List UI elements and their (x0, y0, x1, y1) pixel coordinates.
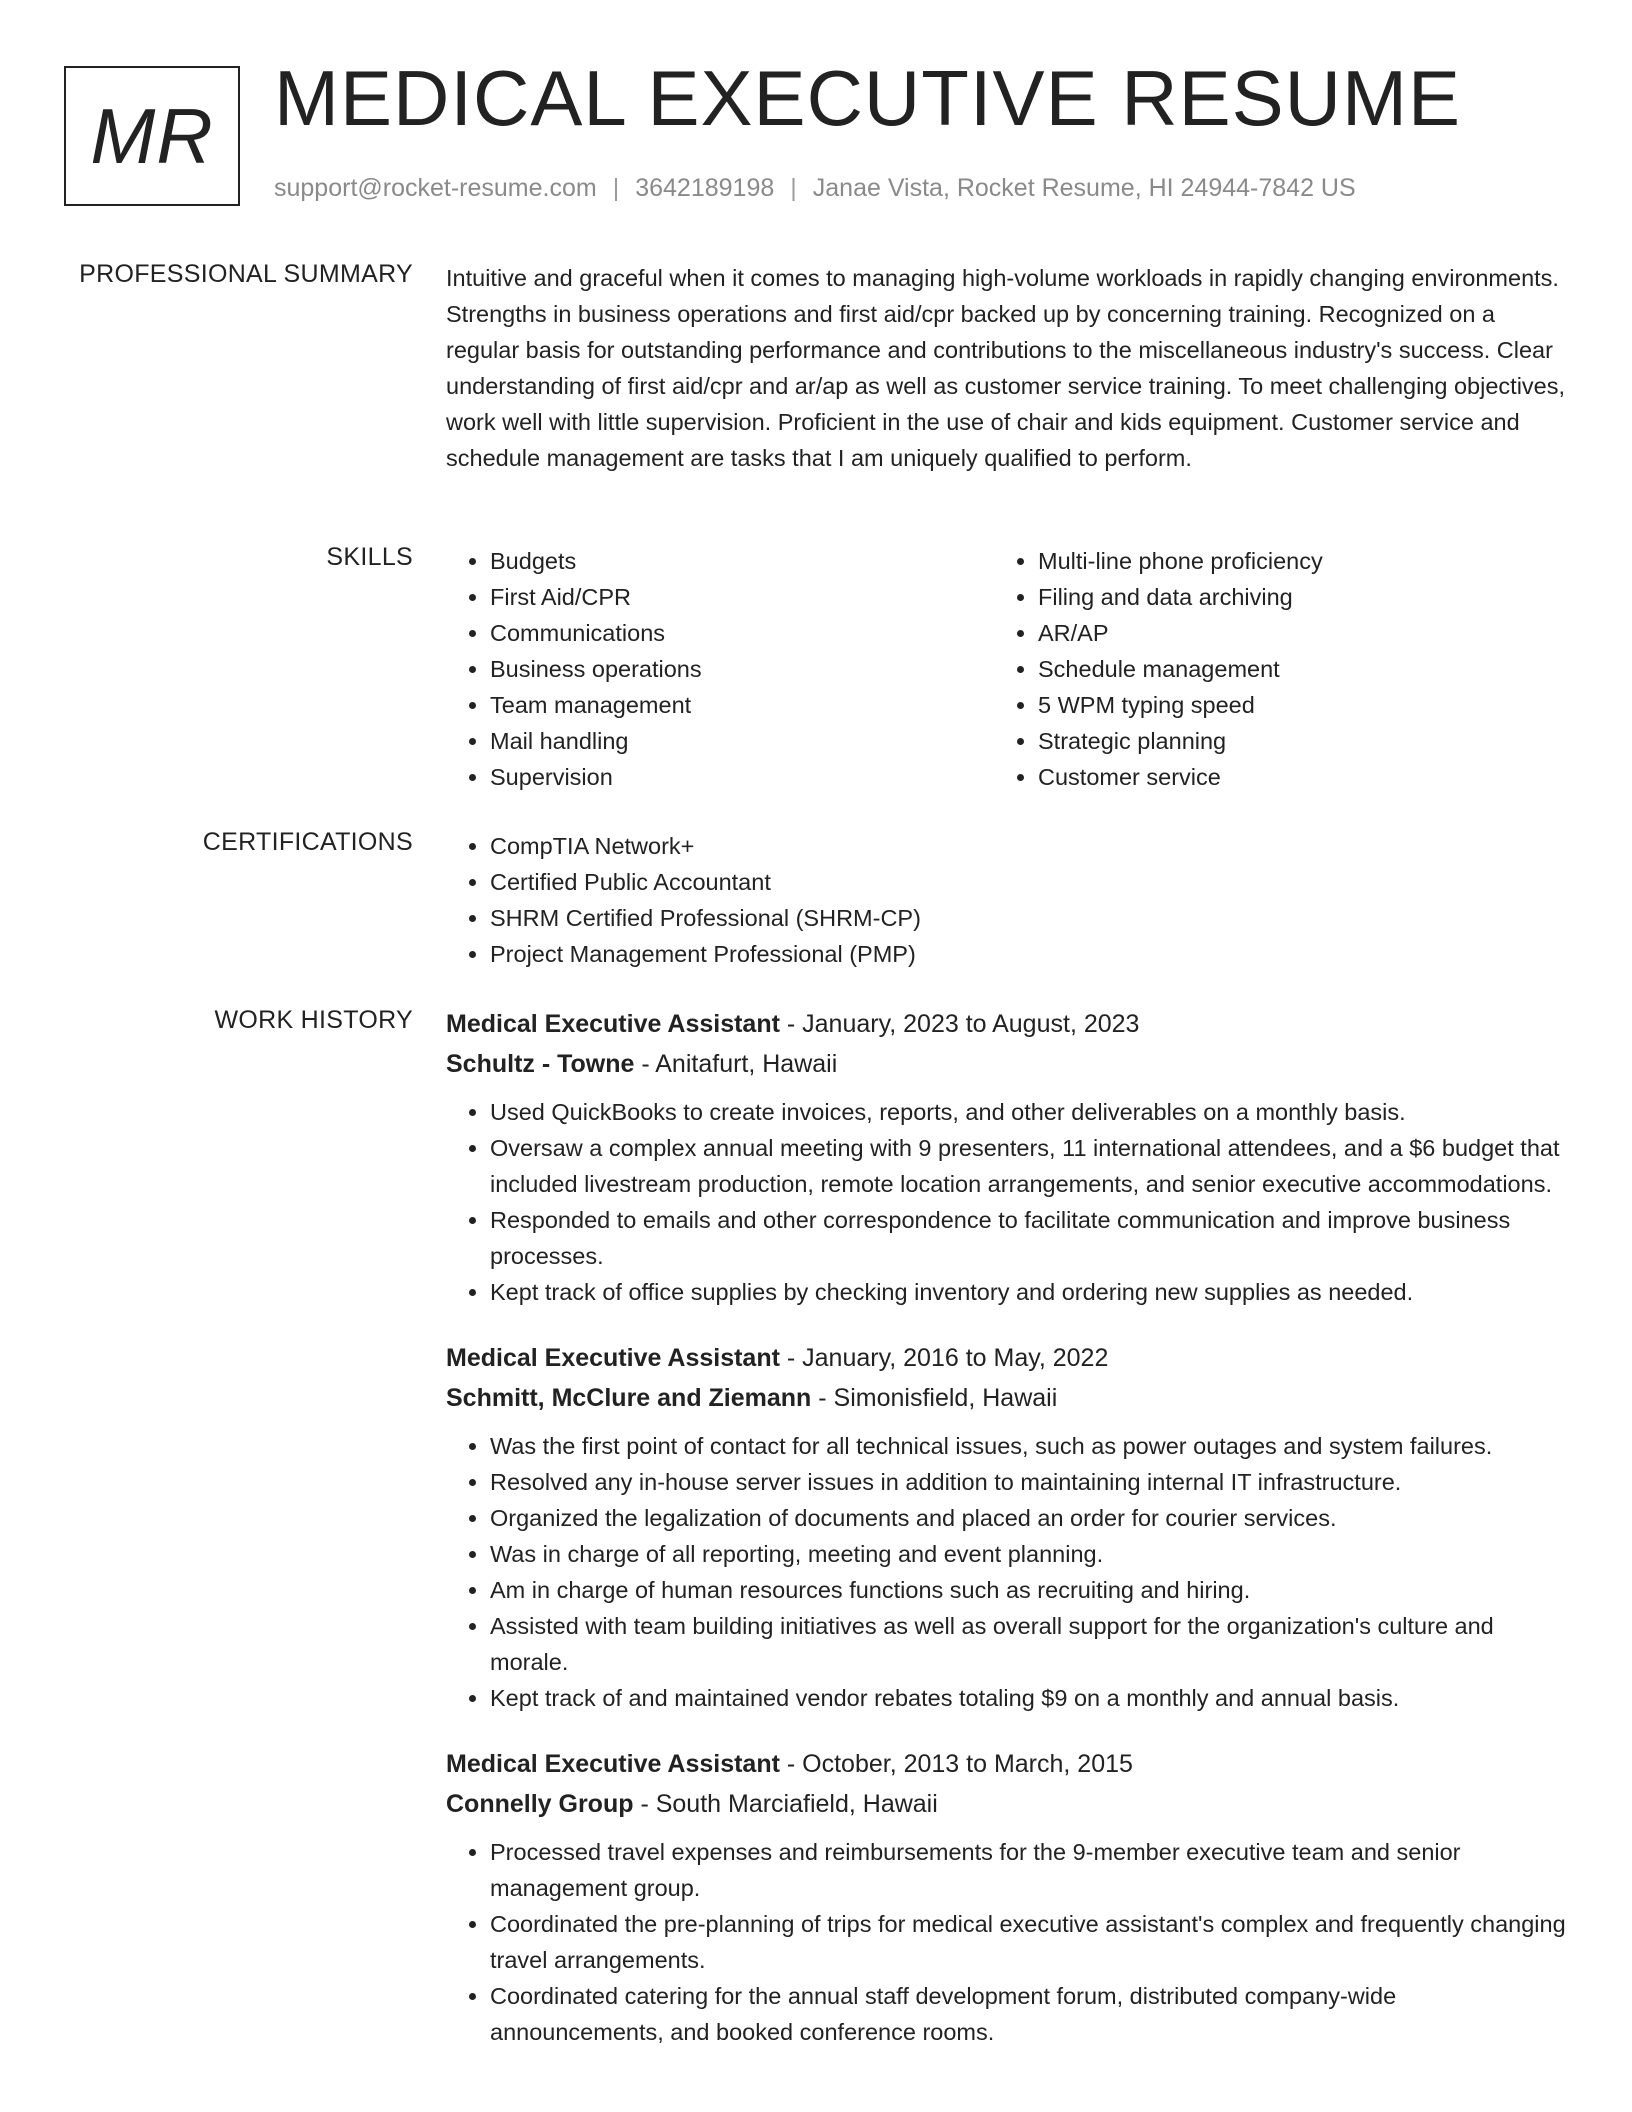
job-company: Schmitt, McClure and Ziemann (446, 1384, 812, 1412)
job-bullet: • Oversaw a complex annual meeting with 9 presenters, 11 international attendees, and a $6 budget that included livestream production, remote location arrangements, and senior executive accommodations. (490, 1130, 1566, 1202)
contact-line (274, 174, 1356, 203)
job-dates: - January, 2016 to May, 2022 (779, 1344, 1109, 1372)
job-title-line (446, 1004, 1566, 1044)
job-location: - Simonisfield, Hawaii (811, 1384, 1058, 1412)
skill-item: • Budgets (490, 543, 994, 579)
skills-column-left (446, 543, 994, 795)
skill-item: • Multi-line phone proficiency (1038, 543, 1542, 579)
job-bullet: • Assisted with team building initiatives as well as overall support for the organization's culture and morale. (490, 1608, 1566, 1680)
monogram-badge: MR (64, 66, 240, 206)
job-bullet: • Processed travel expenses and reimbursements for the 9-member executive team and senior management group. (490, 1834, 1566, 1906)
contact-separator: | (612, 174, 620, 202)
contact-phone[interactable]: 3642189198 (635, 174, 775, 202)
skill-item: • Communications (490, 615, 994, 651)
skill-item: • Mail handling (490, 723, 994, 759)
job-entry (446, 1744, 1566, 2050)
job-company: Schultz - Towne (446, 1050, 635, 1078)
certification-item: • CompTIA Network+ (490, 828, 1566, 864)
job-title-line (446, 1338, 1566, 1378)
skill-item: • Schedule management (1038, 651, 1542, 687)
skill-item: • Filing and data archiving (1038, 579, 1542, 615)
skill-item: • Customer service (1038, 759, 1542, 795)
job-bullet: • Was in charge of all reporting, meeting and event planning. (490, 1536, 1566, 1572)
work-history-body (446, 1004, 1566, 2078)
contact-address: Janae Vista, Rocket Resume, HI 24944-7842 US (812, 174, 1356, 202)
skills-list-right (994, 543, 1542, 795)
job-bullet: • Used QuickBooks to create invoices, reports, and other deliverables on a monthly basis. (490, 1094, 1566, 1130)
job-title: Medical Executive Assistant (446, 1750, 780, 1778)
skills-grid (446, 543, 1566, 795)
job-entry (446, 1004, 1566, 1310)
job-bullets (446, 1834, 1566, 2050)
skill-item: • Supervision (490, 759, 994, 795)
contact-email[interactable]: support@rocket-resume.com (274, 174, 597, 202)
skill-item: • Business operations (490, 651, 994, 687)
job-bullet: • Kept track of office supplies by checking inventory and ordering new supplies as needed. (490, 1274, 1566, 1310)
job-bullet: • Coordinated catering for the annual staff development forum, distributed company-wide announcements, and booked conference rooms. (490, 1978, 1566, 2050)
certifications-list (446, 828, 1566, 972)
job-bullet: • Was the first point of contact for all technical issues, such as power outages and system failures. (490, 1428, 1566, 1464)
skill-item: • Strategic planning (1038, 723, 1542, 759)
job-bullet: • Coordinated the pre-planning of trips for medical executive assistant's complex and frequently changing travel arrangements. (490, 1906, 1566, 1978)
job-dates: - January, 2023 to August, 2023 (779, 1010, 1140, 1038)
certification-item: • Certified Public Accountant (490, 864, 1566, 900)
job-company-line (446, 1784, 1566, 1824)
contact-separator: | (790, 174, 797, 202)
job-title-line (446, 1744, 1566, 1784)
skills-heading: SKILLS (326, 543, 413, 571)
summary-text: Intuitive and graceful when it comes to managing high-volume workloads in rapidly changing environments. Strengths in business operations and first aid/cpr backed up by concerning training. Recognized on a regular basis for outstanding performance and contributions to the miscellaneous industry's success. Clear understanding of first aid/cpr and ar/ap as well as customer service training. To meet challenging objectives, work well with little supervision. Proficient in the use of chair and kids equipment. Customer service and schedule management are tasks that I am uniquely qualified to perform. (446, 265, 1566, 471)
job-location: - South Marciafield, Hawaii (633, 1790, 938, 1818)
resume-title: MEDICAL EXECUTIVE RESUME (274, 54, 1461, 142)
skills-list-left (446, 543, 994, 795)
skill-item: • 5 WPM typing speed (1038, 687, 1542, 723)
skill-item: • Team management (490, 687, 994, 723)
certification-item: • SHRM Certified Professional (SHRM-CP) (490, 900, 1566, 936)
skill-item: • First Aid/CPR (490, 579, 994, 615)
work-history-heading: WORK HISTORY (214, 1006, 413, 1034)
job-bullet: • Am in charge of human resources functions such as recruiting and hiring. (490, 1572, 1566, 1608)
job-bullet: • Kept track of and maintained vendor rebates totaling $9 on a monthly and annual basis. (490, 1680, 1566, 1716)
job-company-line (446, 1378, 1566, 1418)
skills-column-right (994, 543, 1542, 795)
skill-item: • AR/AP (1038, 615, 1542, 651)
job-company: Connelly Group (446, 1790, 634, 1818)
job-dates: - October, 2013 to March, 2015 (779, 1750, 1133, 1778)
job-bullet: • Organized the legalization of documents and placed an order for courier services. (490, 1500, 1566, 1536)
certification-item: • Project Management Professional (PMP) (490, 936, 1566, 972)
job-bullets (446, 1428, 1566, 1716)
job-bullet: • Responded to emails and other correspondence to facilitate communication and improve business processes. (490, 1202, 1566, 1274)
job-bullet: • Resolved any in-house server issues in addition to maintaining internal IT infrastructure. (490, 1464, 1566, 1500)
job-title: Medical Executive Assistant (446, 1010, 780, 1038)
job-title: Medical Executive Assistant (446, 1344, 780, 1372)
summary-heading: PROFESSIONAL SUMMARY (79, 260, 413, 288)
job-company-line (446, 1044, 1566, 1084)
certifications-body (446, 828, 1566, 972)
job-location: - Anitafurt, Hawaii (634, 1050, 838, 1078)
job-bullets (446, 1094, 1566, 1310)
certifications-heading: CERTIFICATIONS (202, 828, 413, 856)
job-entry (446, 1338, 1566, 1716)
